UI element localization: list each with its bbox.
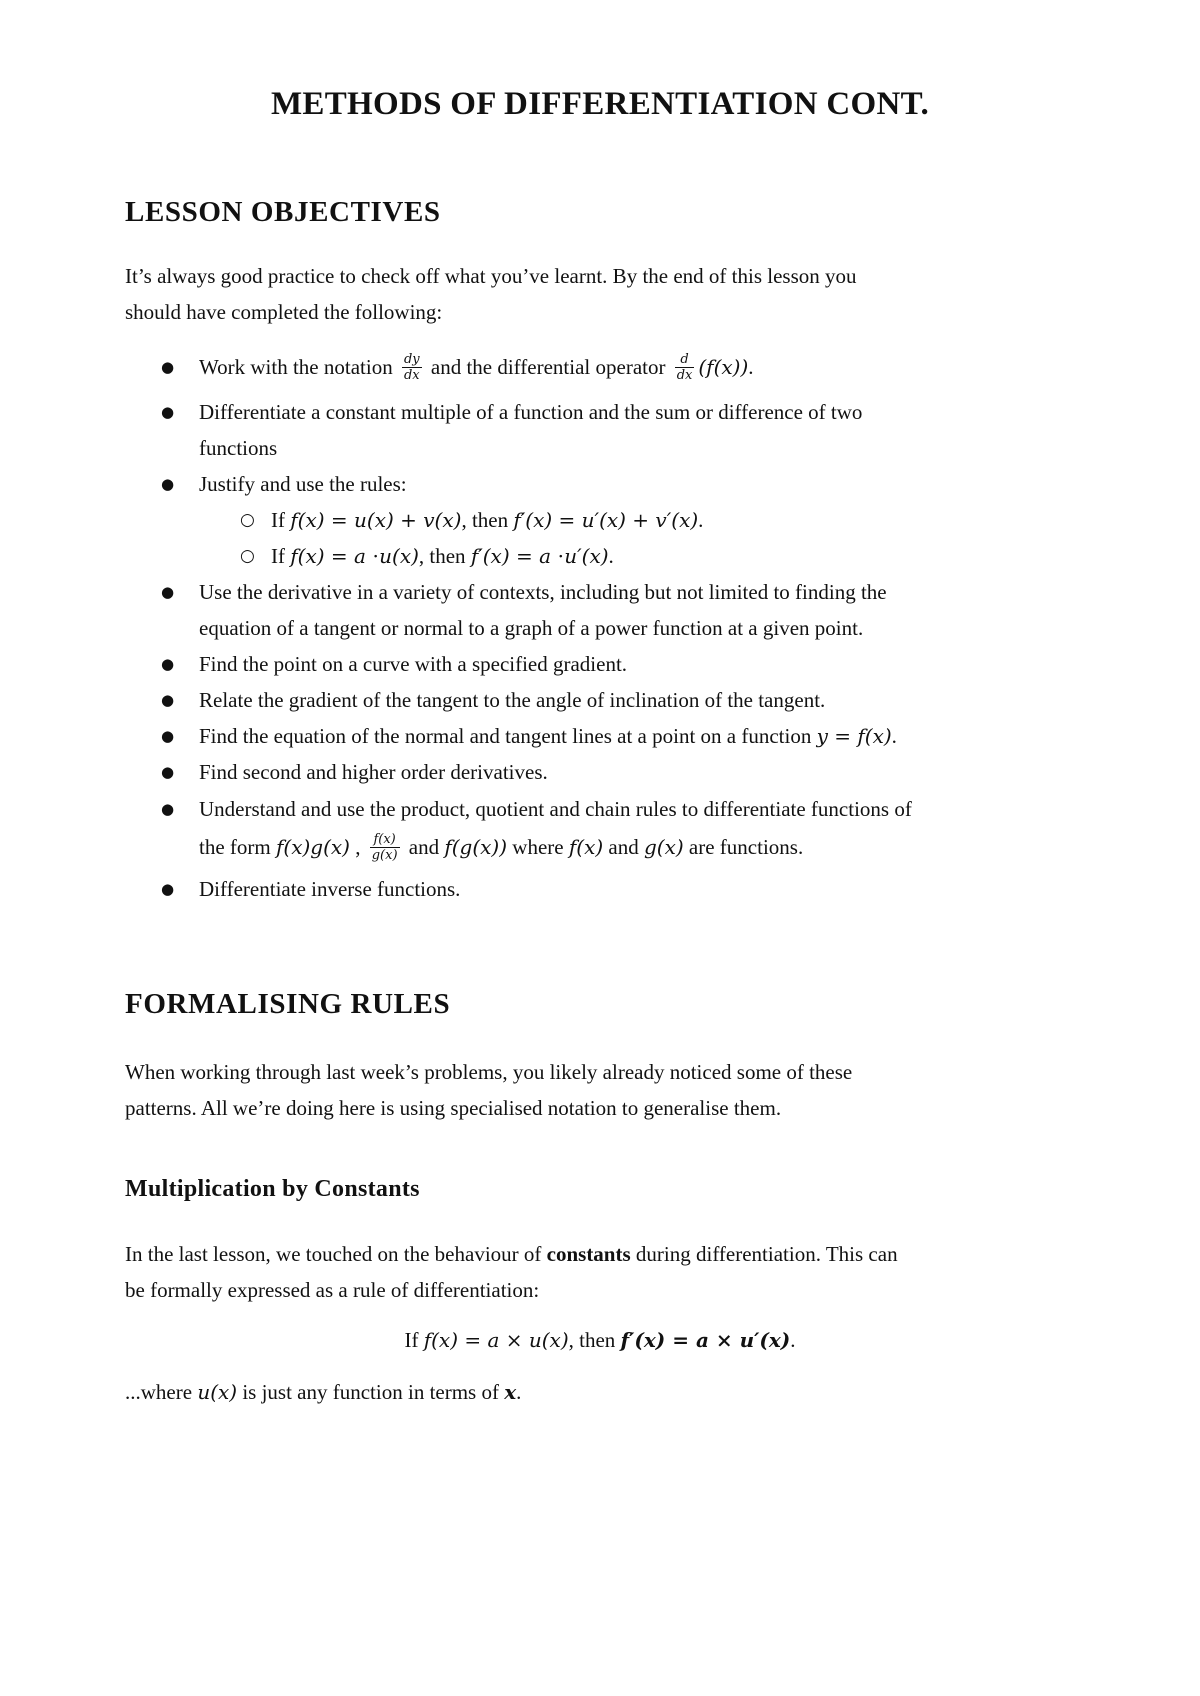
- objective-item-notation: [199, 349, 754, 385]
- bullet-icon: ●: [161, 475, 175, 493]
- objective-item-angle-inclination: Relate the gradient of the tangent to the angle of inclination of the tangent.: [199, 688, 826, 712]
- formalising-para-line-2: patterns. All we’re doing here is using specialised notation to generalise them.: [125, 1096, 782, 1120]
- text: where: [512, 835, 564, 859]
- text: In the last lesson, we touched on the behaviour of: [125, 1242, 542, 1266]
- math-expression: f(x): [568, 835, 604, 859]
- objective-item-derivative-contexts-line-1: Use the derivative in a variety of contexts, including but not limited to finding the: [199, 580, 887, 604]
- objective-item-constant-multiple-line-2: functions: [199, 436, 278, 460]
- bullet-icon: ●: [161, 583, 175, 601]
- frac-numerator: dy: [403, 351, 420, 367]
- text: and the differential operator: [430, 355, 666, 379]
- text: , then: [418, 544, 466, 568]
- text: .: [698, 508, 704, 532]
- math-expression: g(x): [643, 835, 684, 859]
- text: the form: [199, 835, 271, 859]
- frac-denominator: dx: [403, 367, 420, 383]
- frac-denominator: g(x): [371, 847, 398, 863]
- multiplication-para-line-2: be formally expressed as a rule of differentiation:: [125, 1278, 540, 1302]
- objective-sub-item-constant-rule: [271, 538, 614, 574]
- math-expression: (f(x)): [698, 355, 749, 379]
- text: If: [271, 544, 285, 568]
- bullet-icon: ●: [161, 691, 175, 709]
- fraction-d-dx: [675, 352, 695, 383]
- document-title: METHODS OF DIFFERENTIATION CONT.: [270, 86, 930, 122]
- objective-item-product-quotient-chain-line-2: [199, 829, 803, 865]
- objective-item-product-quotient-chain-line-1: Understand and use the product, quotient and chain rules to differentiate functions of: [199, 797, 912, 821]
- text: and: [608, 835, 639, 859]
- frac-numerator: f(x): [370, 832, 400, 848]
- text: , then: [461, 508, 509, 532]
- multiplication-para-line-1: [125, 1236, 898, 1272]
- fraction-f-over-g: [370, 832, 400, 863]
- bold-term-constants: constants: [546, 1242, 631, 1266]
- text: is just any function in terms of: [242, 1380, 499, 1404]
- multiplication-constants-heading: Multiplication by Constants: [125, 1176, 420, 1202]
- math-expression: y = f(x): [816, 724, 892, 748]
- objective-item-constant-multiple-line-1: Differentiate a constant multiple of a function and the sum or difference of two: [199, 400, 863, 424]
- math-expression: u(x): [197, 1380, 238, 1404]
- text: .: [891, 724, 897, 748]
- objective-item-justify-rules: Justify and use the rules:: [199, 472, 407, 496]
- text: and: [408, 835, 440, 859]
- frac-numerator: d: [675, 352, 695, 368]
- fraction-dy-dx: [402, 352, 422, 383]
- text: Work with the notation: [199, 355, 393, 379]
- bullet-icon: ●: [161, 358, 175, 376]
- bullet-icon: ●: [161, 880, 175, 898]
- text: are functions.: [688, 835, 804, 859]
- math-expression: f(x) = a ⋅u(x): [290, 544, 419, 568]
- text: If: [271, 508, 285, 532]
- bullet-icon: ●: [161, 763, 175, 781]
- text: .: [608, 544, 614, 568]
- math-expression: f′(x) = a ⋅u′(x): [470, 544, 609, 568]
- text: If: [404, 1328, 419, 1352]
- lesson-objectives-heading: LESSON OBJECTIVES: [125, 196, 441, 228]
- math-expression-bold: f′(x) = a × u′(x): [620, 1328, 791, 1352]
- objective-item-inverse-functions: Differentiate inverse functions.: [199, 877, 461, 901]
- text: , then: [568, 1328, 616, 1352]
- constant-multiple-rule: [0, 1322, 1200, 1358]
- objectives-intro-line-1: It’s always good practice to check off what you’ve learnt. By the end of this lesson you: [125, 264, 857, 288]
- objectives-intro-line-2: should have completed the following:: [125, 300, 443, 324]
- rule-note: [125, 1374, 521, 1410]
- objective-item-normal-tangent: [199, 718, 897, 754]
- text: Find the equation of the normal and tangent lines at a point on a function: [199, 724, 812, 748]
- text: .: [790, 1328, 796, 1352]
- objective-item-higher-derivatives: Find second and higher order derivatives.: [199, 760, 548, 784]
- objective-item-derivative-contexts-line-2: equation of a tangent or normal to a graph of a power function at a given point.: [199, 616, 864, 640]
- objective-item-specified-gradient: Find the point on a curve with a specified gradient.: [199, 652, 628, 676]
- objective-sub-item-sum-rule: [271, 502, 703, 538]
- bullet-icon: ●: [161, 727, 175, 745]
- bullet-icon: ●: [161, 800, 175, 818]
- text: ...where: [125, 1380, 193, 1404]
- text: during differentiation. This can: [635, 1242, 898, 1266]
- math-expression: f(g(x)): [444, 835, 508, 859]
- formalising-rules-heading: FORMALISING RULES: [125, 988, 451, 1020]
- circle-bullet-icon: ○: [240, 510, 255, 530]
- bullet-icon: ●: [161, 655, 175, 673]
- math-expression: f(x) = u(x) + v(x): [290, 508, 462, 532]
- math-expression: f(x) = a × u(x): [423, 1328, 569, 1352]
- formalising-para-line-1: When working through last week’s problems, you likely already noticed some of these: [125, 1060, 853, 1084]
- math-variable: x: [504, 1380, 517, 1404]
- text: ,: [355, 835, 361, 859]
- circle-bullet-icon: ○: [240, 546, 255, 566]
- frac-denominator: dx: [676, 367, 693, 383]
- math-expression: f(x)g(x): [275, 835, 350, 859]
- text: .: [516, 1380, 522, 1404]
- math-expression: f′(x) = u′(x) + v′(x): [513, 508, 699, 532]
- bullet-icon: ●: [161, 403, 175, 421]
- text: .: [748, 355, 754, 379]
